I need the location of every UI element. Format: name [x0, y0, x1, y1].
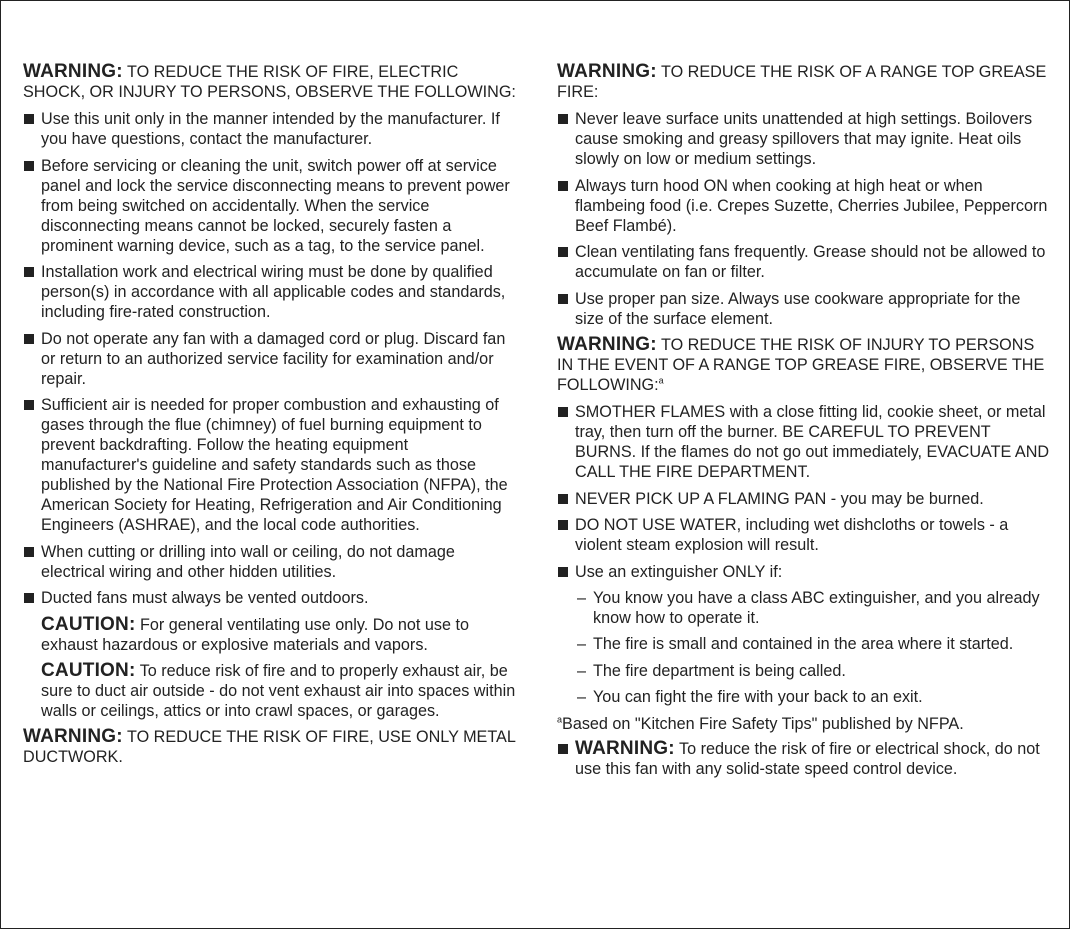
- list-item-text: DO NOT USE WATER, including wet dishcloths or towels - a violent steam explosion will result.: [575, 516, 1009, 554]
- list-item-text: Do not operate any fan with a damaged cord or plug. Discard fan or return to an authorized service facility for examination and/or repair.: [41, 329, 506, 388]
- list-item-text: When cutting or drilling into wall or ceiling, do not damage electrical wiring and other hidden utilities.: [41, 542, 455, 581]
- list-item-text: Ducted fans must always be vented outdoors.: [41, 589, 369, 607]
- list-item: [23, 329, 519, 389]
- caution-label: CAUTION:: [41, 659, 136, 681]
- warning-label: WARNING:: [575, 737, 675, 759]
- caution-general-ventilating: [23, 615, 519, 655]
- caution-label: CAUTION:: [41, 613, 136, 635]
- list-item: [23, 588, 519, 608]
- list-item: [557, 176, 1053, 236]
- square-bullet-icon: [24, 334, 34, 344]
- square-bullet-icon: [558, 181, 568, 191]
- square-bullet-icon: [558, 294, 568, 304]
- square-bullet-icon: [558, 744, 568, 754]
- square-bullet-icon: [24, 161, 34, 171]
- list-item-text: Never leave surface units unattended at high settings. Boilovers cause smoking and greasy spillovers that may ignite. Heat oils slowly on low or medium settings.: [575, 110, 1033, 168]
- warning-text: TO REDUCE THE RISK OF FIRE, USE ONLY METAL DUCTWORK.: [23, 727, 516, 766]
- square-bullet-icon: [24, 114, 34, 124]
- left-column: [23, 62, 519, 774]
- list-item-text: Use this unit only in the manner intended by the manufacturer. If you have questions, contact the manufacturer.: [41, 110, 500, 148]
- caution-duct-outside: [23, 661, 519, 721]
- list-item: [557, 489, 1053, 509]
- warning-label: WARNING:: [23, 725, 123, 747]
- list-item: [557, 739, 1053, 779]
- square-bullet-icon: [24, 593, 34, 603]
- square-bullet-icon: [558, 114, 568, 124]
- sub-list-item-text: The fire department is being called.: [593, 661, 846, 680]
- warning-text: TO REDUCE THE RISK OF INJURY TO PERSONS IN THE EVENT OF A RANGE TOP GREASE FIRE, OBSERVE THE FOLLOWING:: [557, 336, 1045, 394]
- safety-list: [23, 109, 519, 608]
- list-item: [557, 402, 1053, 482]
- footnote-marker: a: [557, 714, 563, 725]
- footnote-text: Based on "Kitchen Fire Safety Tips" published by NFPA.: [562, 714, 964, 733]
- list-item: [23, 156, 519, 256]
- warning-label: WARNING:: [557, 334, 657, 355]
- square-bullet-icon: [558, 494, 568, 504]
- list-item-text: Sufficient air is needed for proper combustion and exhausting of gases through the flue (chimney) of fuel burning equipment to prevent backdrafting. Follow the heating equipment manufacturer's guideline and safety standards such as those published by the National Fire Protection Association (NFPA), the American Society for Heating, Refrigeration and Air Conditioning Engineers (ASHRAE), and the local code authorities.: [41, 396, 508, 534]
- list-item: [23, 542, 519, 582]
- square-bullet-icon: [24, 267, 34, 277]
- dash-bullet: –: [577, 635, 587, 653]
- right-column: [557, 62, 1053, 785]
- warning-label: WARNING:: [557, 61, 657, 82]
- warning-injury-grease-fire: [557, 335, 1053, 395]
- dash-bullet: –: [577, 661, 587, 680]
- extinguisher-conditions-list: [575, 588, 1053, 708]
- sub-list-item: [575, 661, 1053, 681]
- list-item: [23, 109, 519, 149]
- warning-metal-ductwork: [23, 727, 519, 767]
- sub-list-item-text: The fire is small and contained in the area where it started.: [593, 635, 1014, 653]
- list-item-text: Always turn hood ON when cooking at high heat or when flambeing food (i.e. Crepes Suzette, Cherries Jubilee, Peppercorn Beef Flambé).: [575, 176, 1048, 235]
- warning-text: To reduce the risk of fire or electrical shock, do not use this fan with any solid-state speed control device.: [575, 739, 1040, 778]
- dash-bullet: –: [577, 688, 587, 706]
- warning-label: WARNING:: [23, 61, 123, 82]
- list-item: [23, 395, 519, 535]
- list-item-text: Clean ventilating fans frequently. Grease should not be allowed to accumulate on fan or filter.: [575, 243, 1046, 281]
- sub-list-item: [575, 634, 1053, 654]
- footnote-marker: a: [658, 375, 664, 386]
- square-bullet-icon: [558, 567, 568, 577]
- list-item-text: Before servicing or cleaning the unit, switch power off at service panel and lock the service disconnecting means to prevent power from being switched on accidentally. When the service disconnecting means cannot be locked, securely fasten a prominent warning device, such as a tag, to the service panel.: [41, 156, 510, 255]
- square-bullet-icon: [558, 407, 568, 417]
- list-item: [557, 289, 1053, 329]
- grease-fire-list: [557, 109, 1053, 329]
- list-item: [557, 515, 1053, 555]
- square-bullet-icon: [558, 520, 568, 530]
- list-item: [557, 562, 1053, 708]
- list-item-text: NEVER PICK UP A FLAMING PAN - you may be burned.: [575, 489, 984, 508]
- sub-list-item-text: You know you have a class ABC extinguisher, and you already know how to operate it.: [593, 588, 1040, 627]
- grease-fire-actions-list: [557, 402, 1053, 707]
- warning-text: TO REDUCE THE RISK OF FIRE, ELECTRIC SHOCK, OR INJURY TO PERSONS, OBSERVE THE FOLLOWING:: [23, 63, 516, 101]
- footnote: [557, 714, 1053, 734]
- sub-list-item: [575, 588, 1053, 628]
- speed-control-warning-list: [557, 739, 1053, 779]
- list-item: [23, 262, 519, 322]
- list-item-text: Use an extinguisher ONLY if:: [575, 562, 783, 581]
- list-item-text: Use proper pan size. Always use cookware appropriate for the size of the surface element.: [575, 289, 1021, 328]
- square-bullet-icon: [24, 547, 34, 557]
- dash-bullet: –: [577, 588, 587, 607]
- list-item-text: SMOTHER FLAMES with a close fitting lid, cookie sheet, or metal tray, then turn off the burner. BE CAREFUL TO PREVENT BURNS. If the flames do not go out immediately, EVACUATE AND CALL THE FIRE DEPARTMENT.: [575, 403, 1050, 481]
- warning-text: TO REDUCE THE RISK OF A RANGE TOP GREASE FIRE:: [557, 63, 1047, 101]
- square-bullet-icon: [24, 400, 34, 410]
- sub-list-item: [575, 687, 1053, 707]
- list-item-text: Installation work and electrical wiring must be done by qualified person(s) in accordance with all applicable codes and standards, including fire-rated construction.: [41, 263, 506, 321]
- warning-fire-shock-injury: [23, 62, 519, 102]
- caution-text: To reduce risk of fire and to properly exhaust air, be sure to duct air outside - do not vent exhaust air into spaces within walls or ceilings, attics or into crawl spaces, or garages.: [41, 661, 516, 720]
- warning-grease-fire: [557, 62, 1053, 102]
- sub-list-item-text: You can fight the fire with your back to an exit.: [593, 688, 923, 706]
- list-item: [557, 242, 1053, 282]
- list-item: [557, 109, 1053, 169]
- square-bullet-icon: [558, 247, 568, 257]
- caution-text: For general ventilating use only. Do not use to exhaust hazardous or explosive materials and vapors.: [41, 615, 470, 654]
